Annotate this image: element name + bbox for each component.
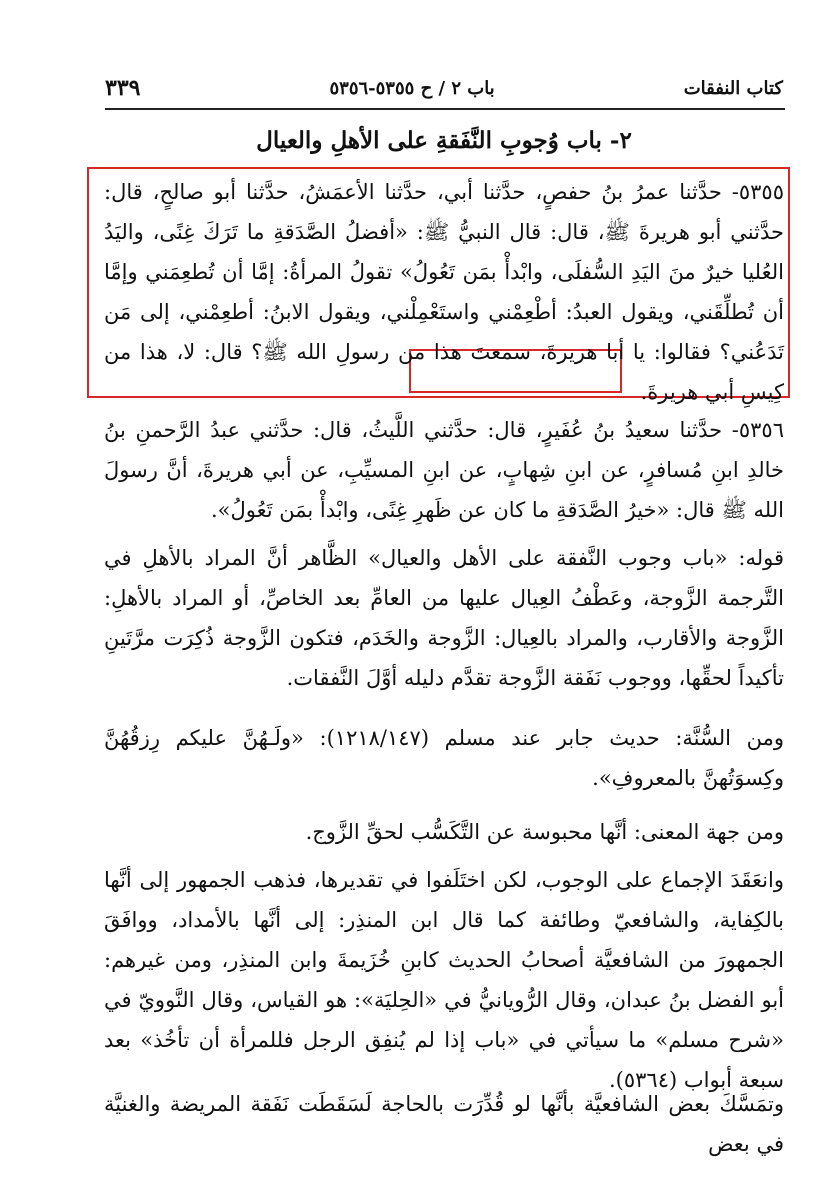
commentary-p3 xyxy=(104,812,784,852)
commentary-paragraph: وتمَسَّكَ بعض الشافعيَّة بأنَّها لو قُدِّرَت بالحاجة لَسَقَطَت نَفَقة المريضة والغنيَّة في بعض xyxy=(104,1092,784,1156)
hadith-5356-text: ٥٣٥٦- حدَّثنا سعيدُ بنُ عُفَيرٍ، قال: حدَّثني اللَّيثُ، قال: حدَّثني عبدُ الرَّحمنِ بنُ خالدِ ابنِ مُسافرٍ، عن ابنِ شِهابٍ، عن ابنِ المسيِّبِ، عن أبي هريرةَ، أنَّ رسولَ الله ﷺ قال: «خيرُ الصَّدَقةِ ما كان عن ظَهرِ غِنًى، وابْدأْ بمَن تَعُولُ». xyxy=(104,418,784,522)
section-reference: باب ٢ / ح ٥٣٥٥-٥٣٥٦ xyxy=(329,77,495,99)
page-number: ٣٣٩ xyxy=(105,75,141,101)
commentary-paragraph: قوله: «باب وجوب النَّفقة على الأهل والعيال» الظَّاهر أنَّ المراد بالأهلِ في التَّرجمة الزَّوجة، وعَطْفُ العِيال عليها من العامِّ بعد الخاصِّ، أو المراد بالأهلِ: الزَّوجة والأقارب، والمراد بالعِيال: الزَّوجة والخَدَم، فتكون الزَّوجة ذُكِرَت مرَّتَينِ تأكيداً لحقِّها، ووجوب نَفَقة الزَّوجة تقدَّم دليله أوَّلَ النَّفقات. xyxy=(104,546,784,690)
running-header xyxy=(105,72,783,104)
commentary-paragraph: ومن جهة المعنى: أنَّها محبوسة عن التَّكَسُّب لحقِّ الزَّوج. xyxy=(305,820,784,844)
commentary-p2 xyxy=(104,718,784,798)
commentary-paragraph: وانعَقَدَ الإجماع على الوجوب، لكن اختَلَفوا في تقديرها، فذهب الجمهور إلى أنَّها بالكِفاية، والشافعيّ وطائفة كما قال ابن المنذِر: إلى أنَّها بالأمداد، ووافَقَ الجمهورَ من الشافعيَّة أصحابُ الحديث كابنِ خُزَيمةَ وابن المنذِر، ومن غيرهم: أبو الفضل بنُ عبدان، وقال الرُّويانيُّ في «الحِليَة»: هو القياس، وقال النَّوويّ في «شرح مسلم» ما سيأتي في «باب إذا لم يُنفِق الرجل فللمرأة أن تأخُذ» بعد سبعة أبواب (٥٣٦٤). xyxy=(104,868,784,1092)
hadith-5355-text: ٥٣٥٥- حدَّثنا عمرُ بنُ حفصٍ، حدَّثنا أبي، حدَّثنا الأعمَشُ، حدَّثنا أبو صالحٍ، قال: حدَّثني أبو هريرةَ ﷺ، قال: قال النبيُّ ﷺ: «أفضلُ الصَّدَقةِ ما تَرَكَ غِنًى، واليَدُ العُليا خيرٌ منَ اليَدِ السُّفلَى، وابْدأْ بمَن تَعُولُ» تقولُ المرأةُ: إمَّا أن تُطعِمَني وإمَّا أن تُطلِّقَني، ويقول العبدُ: أطْعِمْني واستَعْمِلْني، ويقول الابنُ: أطعِمْني، إلى مَن تَدَعُني؟ فقالوا: يا أبا هريرةَ، سمعتَ هذا من رسولِ الله ﷺ؟ قال: لا، هذا من كِيسِ أبي هريرةَ. xyxy=(104,180,784,404)
commentary-p5 xyxy=(104,1084,784,1164)
commentary-p4 xyxy=(104,860,784,1100)
hadith-5355 xyxy=(104,172,784,412)
header-rule xyxy=(105,108,785,110)
chapter-title: ٢- باب وُجوبِ النَّفَقةِ على الأهلِ والعيال xyxy=(256,127,632,154)
book-title: كتاب النفقات xyxy=(683,77,783,99)
hadith-5356 xyxy=(104,410,784,530)
commentary-p1 xyxy=(104,538,784,698)
commentary-paragraph: ومن السُّنَّة: حديث جابر عند مسلم (١٢١٨/١٤٧): «ولَـهُنَّ عليكم رِزقُهُنَّ وكِسوَتُهنَّ بالمعروفِ». xyxy=(104,726,784,790)
